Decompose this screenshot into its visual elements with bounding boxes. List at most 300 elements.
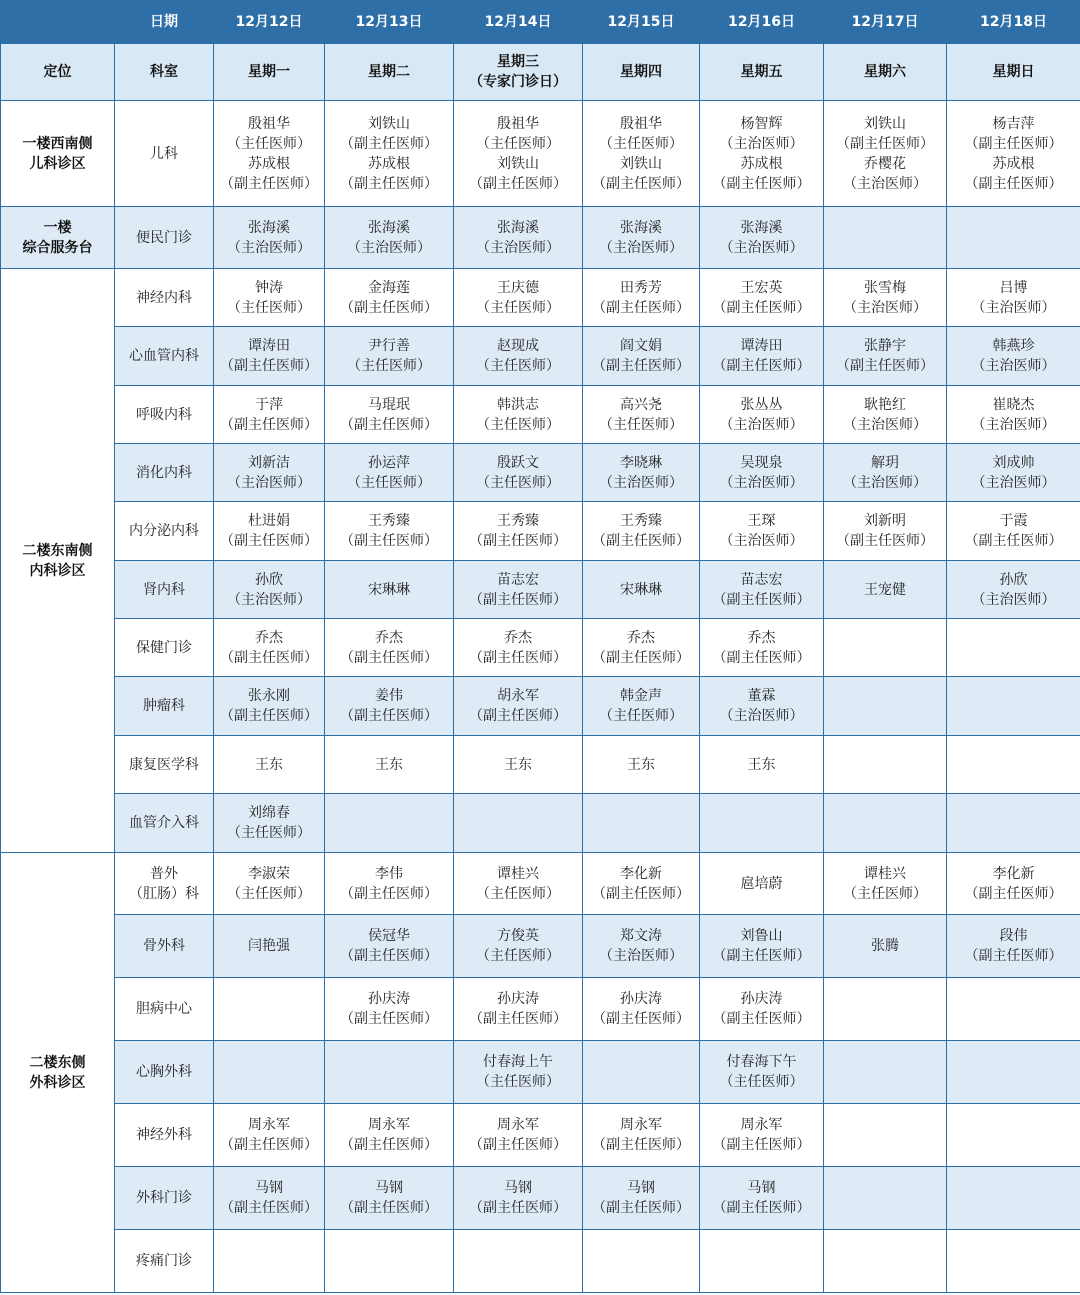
doctor-title: （副主任医师） <box>712 299 811 316</box>
doctor-title: （主任医师） <box>476 948 560 964</box>
schedule-body <box>1 101 1080 1293</box>
doctor-title: （副主任医师） <box>220 358 318 374</box>
dept-cell <box>115 978 214 1041</box>
schedule-cell <box>700 978 824 1041</box>
schedule-cell <box>947 1167 1080 1230</box>
schedule-cell <box>947 1041 1080 1104</box>
schedule-cell <box>700 1104 824 1167</box>
doctor-name: 孙庆涛 <box>740 991 783 1007</box>
weekday-col-7: 星期日 <box>947 44 1080 101</box>
schedule-cell <box>214 502 325 561</box>
schedule-cell <box>214 978 325 1041</box>
doctor-title: （主任医师） <box>227 299 311 316</box>
schedule-cell <box>824 619 947 677</box>
doctor-name: 刘成帅 <box>992 454 1035 471</box>
dept-name: 保健门诊 <box>136 639 192 656</box>
doctor-name: 崔晓杰 <box>992 396 1035 413</box>
doctor-name: 殷祖华 <box>620 115 662 132</box>
doctor-name: 王秀臻 <box>497 513 539 529</box>
doctor-title: （主治医师） <box>843 474 927 491</box>
schedule-cell <box>454 915 583 978</box>
dept-label: 科室 <box>115 44 214 101</box>
schedule-cell <box>583 853 700 915</box>
doctor-title: （副主任医师） <box>469 1011 567 1027</box>
schedule-cell <box>700 444 824 502</box>
doctor-title: （主任医师） <box>347 358 431 374</box>
doctor-name: 王东 <box>375 756 403 773</box>
doctor-title: （主任医师） <box>227 135 311 152</box>
schedule-cell <box>214 677 325 736</box>
schedule-cell <box>214 794 325 853</box>
dept-cell <box>115 853 214 915</box>
doctor-name: 王琛 <box>747 513 776 529</box>
doctor-name: 宋琳琳 <box>368 581 410 598</box>
doctor-name: 张海溪 <box>248 219 290 236</box>
dept-name: 内分泌内科 <box>129 523 199 539</box>
doctor-name: 杜进娟 <box>248 513 290 529</box>
dept-name: （肛肠）科 <box>129 885 199 902</box>
dept-name: 心胸外科 <box>136 1064 192 1080</box>
weekday-col-5: 星期五 <box>700 44 824 101</box>
schedule-cell <box>583 207 700 269</box>
schedule-cell <box>947 101 1080 207</box>
doctor-name: 钟涛 <box>255 279 283 296</box>
schedule-cell <box>700 386 824 444</box>
schedule-cell <box>454 794 583 853</box>
doctor-name: 王秀臻 <box>368 513 410 529</box>
doctor-name: 吴现泉 <box>740 454 783 471</box>
doctor-title: （副主任医师） <box>340 135 438 152</box>
zone-label: 一楼 <box>43 219 72 236</box>
doctor-title: （副主任医师） <box>220 649 318 666</box>
schedule-cell <box>325 1230 454 1293</box>
schedule-cell <box>700 736 824 794</box>
schedule-cell <box>700 677 824 736</box>
date-col-1: 12月12日 <box>214 1 325 44</box>
doctor-title: （主任医师） <box>476 299 560 316</box>
doctor-title: （副主任医师） <box>340 1137 438 1153</box>
doctor-name: 董霖 <box>747 688 776 704</box>
zone-label: 外科诊区 <box>29 1074 86 1091</box>
doctor-title: （副主任医师） <box>469 1137 567 1153</box>
schedule-cell <box>583 677 700 736</box>
schedule-cell <box>700 1230 824 1293</box>
schedule-cell <box>454 101 583 207</box>
doctor-name: 乔樱花 <box>864 155 906 172</box>
schedule-cell <box>454 1041 583 1104</box>
dept-name: 呼吸内科 <box>136 406 192 423</box>
table-row <box>1 101 1080 207</box>
doctor-name: 刘铁山 <box>620 155 662 172</box>
doctor-title: （副主任医师） <box>592 1137 690 1153</box>
doctor-name: 苏成根 <box>740 155 783 172</box>
dept-name: 康复医学科 <box>129 756 199 773</box>
schedule-cell <box>325 794 454 853</box>
schedule-cell <box>454 619 583 677</box>
doctor-title: （主治医师） <box>971 591 1056 608</box>
doctor-name: 郑文涛 <box>620 928 662 944</box>
table-row <box>1 794 1080 853</box>
doctor-name: 张海溪 <box>620 219 662 236</box>
schedule-cell <box>325 561 454 619</box>
doctor-title: （副主任医师） <box>964 533 1063 549</box>
doctor-title: （副主任医师） <box>964 885 1063 902</box>
doctor-title: （副主任医师） <box>220 1137 318 1153</box>
schedule-cell <box>325 677 454 736</box>
dept-name: 胆病中心 <box>136 1001 192 1017</box>
schedule-cell <box>325 207 454 269</box>
schedule-cell <box>824 1230 947 1293</box>
schedule-cell <box>824 1104 947 1167</box>
schedule-cell <box>583 736 700 794</box>
schedule-cell <box>325 1167 454 1230</box>
dept-name: 肿瘤科 <box>143 698 185 714</box>
doctor-title: （主治医师） <box>227 591 311 608</box>
doctor-name: 耿艳红 <box>864 396 906 413</box>
dept-cell <box>115 1167 214 1230</box>
schedule-cell <box>824 207 947 269</box>
doctor-title: （副主任医师） <box>592 299 690 316</box>
table-row <box>1 561 1080 619</box>
doctor-name: 赵现成 <box>497 338 539 354</box>
schedule-cell <box>947 915 1080 978</box>
doctor-title: （主治医师） <box>719 239 804 256</box>
doctor-name: 孙庆涛 <box>620 991 662 1007</box>
schedule-cell <box>325 386 454 444</box>
doctor-title: （主治医师） <box>476 239 560 256</box>
doctor-title: （主治医师） <box>719 533 804 549</box>
table-row <box>1 1230 1080 1293</box>
schedule-cell <box>700 1041 824 1104</box>
doctor-title: （主任医师） <box>599 416 683 433</box>
doctor-title: （主治医师） <box>843 299 927 316</box>
doctor-name: 张雪梅 <box>864 279 906 296</box>
zone-cell <box>1 853 115 1293</box>
dept-name: 神经内科 <box>136 289 192 306</box>
schedule-cell <box>824 502 947 561</box>
schedule-cell <box>947 1104 1080 1167</box>
schedule-cell <box>583 327 700 386</box>
schedule-cell <box>700 269 824 327</box>
doctor-name: 李晓琳 <box>620 454 662 471</box>
doctor-title: （主治医师） <box>227 474 311 491</box>
doctor-title: （主治医师） <box>843 175 927 192</box>
table-row <box>1 269 1080 327</box>
doctor-title: （主治医师） <box>971 299 1056 316</box>
doctor-title: （主任医师） <box>476 358 560 374</box>
doctor-title: （副主任医师） <box>712 1011 811 1027</box>
doctor-title: （主任医师） <box>476 1074 560 1090</box>
doctor-name: 谭桂兴 <box>864 865 906 882</box>
dept-name: 心血管内科 <box>129 348 199 364</box>
schedule-cell <box>947 794 1080 853</box>
schedule-cell <box>824 978 947 1041</box>
doctor-name: 乔杰 <box>255 629 283 646</box>
schedule-cell <box>947 207 1080 269</box>
doctor-title: （主任医师） <box>227 825 311 841</box>
schedule-cell <box>454 386 583 444</box>
doctor-name: 殷祖华 <box>248 115 290 132</box>
schedule-cell <box>824 1167 947 1230</box>
schedule-cell <box>700 915 824 978</box>
date-col-6: 12月17日 <box>824 1 947 44</box>
zone-label: 一楼西南侧 <box>22 135 93 152</box>
schedule-cell <box>454 1104 583 1167</box>
doctor-name: 周永军 <box>740 1117 783 1133</box>
zone-label: 综合服务台 <box>22 239 93 256</box>
doctor-title: （副主任医师） <box>712 1137 811 1153</box>
schedule-cell <box>454 978 583 1041</box>
schedule-cell <box>325 327 454 386</box>
doctor-name: 李化新 <box>992 865 1035 882</box>
doctor-name: 张永刚 <box>248 688 290 704</box>
doctor-title: （副主任医师） <box>836 135 934 152</box>
doctor-name: 韩燕珍 <box>992 338 1035 354</box>
schedule-cell <box>947 853 1080 915</box>
dept-cell <box>115 269 214 327</box>
table-row <box>1 978 1080 1041</box>
schedule-cell <box>214 269 325 327</box>
doctor-title: （副主任医师） <box>469 591 567 608</box>
doctor-name: 王东 <box>627 756 655 773</box>
doctor-title: （副主任医师） <box>340 175 438 192</box>
schedule-cell <box>325 915 454 978</box>
doctor-title: （副主任医师） <box>220 175 318 192</box>
doctor-name: 张腾 <box>871 938 899 954</box>
schedule-cell <box>583 1230 700 1293</box>
schedule-cell <box>583 1167 700 1230</box>
schedule-cell <box>700 207 824 269</box>
doctor-name: 周永军 <box>248 1117 290 1133</box>
doctor-title: （副主任医师） <box>340 1200 438 1216</box>
doctor-name: 付春海下午 <box>726 1054 797 1070</box>
doctor-name: 胡永军 <box>497 688 539 704</box>
table-row <box>1 207 1080 269</box>
table-row <box>1 915 1080 978</box>
schedule-cell <box>947 269 1080 327</box>
doctor-title: （主任医师） <box>719 1074 804 1090</box>
schedule-cell <box>583 1104 700 1167</box>
dept-cell <box>115 327 214 386</box>
doctor-name: 马钢 <box>375 1180 403 1196</box>
doctor-title: （主治医师） <box>971 358 1056 374</box>
doctor-name: 李淑荣 <box>248 865 290 882</box>
doctor-name: 李伟 <box>375 865 403 882</box>
doctor-name: 刘新洁 <box>248 454 290 471</box>
date-col-7: 12月18日 <box>947 1 1080 44</box>
doctor-name: 侯冠华 <box>368 928 410 944</box>
doctor-name: 宋琳琳 <box>620 581 662 598</box>
doctor-name: 马钢 <box>504 1180 532 1196</box>
schedule-cell <box>947 502 1080 561</box>
schedule-cell <box>325 978 454 1041</box>
doctor-title: （主治医师） <box>599 474 683 491</box>
doctor-name: 王东 <box>747 756 776 773</box>
schedule-cell <box>325 1104 454 1167</box>
doctor-title: （副主任医师） <box>220 533 318 549</box>
doctor-title: （副主任医师） <box>712 1200 811 1216</box>
doctor-name: 解玥 <box>871 454 899 471</box>
schedule-cell <box>325 444 454 502</box>
doctor-name: 苏成根 <box>368 155 410 172</box>
expert-day-note: （专家门诊日） <box>469 74 567 90</box>
schedule-cell <box>214 207 325 269</box>
corner-cell <box>1 1 115 44</box>
table-row <box>1 444 1080 502</box>
doctor-title: （副主任医师） <box>220 1200 318 1216</box>
doctor-name: 马钢 <box>627 1180 655 1196</box>
schedule-cell <box>824 269 947 327</box>
doctor-title: （副主任医师） <box>469 649 567 666</box>
doctor-name: 方俊英 <box>497 928 539 944</box>
doctor-name: 殷祖华 <box>497 115 539 132</box>
doctor-title: （副主任医师） <box>712 591 811 608</box>
schedule-cell <box>947 736 1080 794</box>
schedule-cell <box>824 444 947 502</box>
schedule-cell <box>214 1041 325 1104</box>
schedule-cell <box>454 736 583 794</box>
schedule-cell <box>214 1104 325 1167</box>
doctor-title: （主治医师） <box>599 948 683 964</box>
table-row <box>1 736 1080 794</box>
doctor-name: 周永军 <box>497 1117 539 1133</box>
zone-label: 二楼东南侧 <box>22 542 93 559</box>
weekday-col-4: 星期四 <box>583 44 700 101</box>
doctor-title: （副主任医师） <box>836 533 934 549</box>
schedule-cell <box>583 101 700 207</box>
table-row <box>1 502 1080 561</box>
table-row <box>1 1041 1080 1104</box>
schedule-cell <box>583 502 700 561</box>
table-row <box>1 619 1080 677</box>
doctor-name: 孙运萍 <box>368 454 410 471</box>
doctor-name: 孙欣 <box>999 571 1028 588</box>
doctor-title: （副主任医师） <box>340 649 438 666</box>
doctor-title: （副主任医师） <box>712 175 811 192</box>
dept-cell <box>115 561 214 619</box>
date-header-row <box>1 1 1080 44</box>
schedule-cell <box>947 1230 1080 1293</box>
schedule-cell <box>214 915 325 978</box>
doctor-title: （副主任医师） <box>340 1011 438 1027</box>
schedule-cell <box>700 502 824 561</box>
dept-cell <box>115 736 214 794</box>
schedule-cell <box>824 794 947 853</box>
doctor-title: （主任医师） <box>476 135 560 152</box>
doctor-title: （副主任医师） <box>340 885 438 902</box>
table-row <box>1 677 1080 736</box>
doctor-title: （副主任医师） <box>469 1200 567 1216</box>
schedule-cell <box>325 269 454 327</box>
schedule-cell <box>454 1230 583 1293</box>
doctor-title: （副主任医师） <box>592 358 690 374</box>
zone-cell <box>1 269 115 853</box>
doctor-title: （主治医师） <box>719 135 804 152</box>
dept-cell <box>115 1104 214 1167</box>
doctor-title: （副主任医师） <box>712 649 811 666</box>
doctor-title: （主任医师） <box>476 885 560 902</box>
doctor-name: 苗志宏 <box>497 571 539 588</box>
doctor-title: （副主任医师） <box>592 1011 690 1027</box>
schedule-cell <box>214 736 325 794</box>
doctor-title: （副主任医师） <box>592 885 690 902</box>
schedule-cell <box>214 386 325 444</box>
doctor-title: （副主任医师） <box>340 948 438 964</box>
schedule-cell <box>583 1041 700 1104</box>
schedule-cell <box>824 101 947 207</box>
doctor-name: 刘铁山 <box>497 155 539 172</box>
doctor-name: 李化新 <box>620 865 662 882</box>
doctor-name: 扈培蔚 <box>740 875 783 892</box>
schedule-cell <box>700 619 824 677</box>
schedule-cell <box>583 386 700 444</box>
doctor-name: 张海溪 <box>740 219 783 236</box>
schedule-cell <box>583 619 700 677</box>
dept-name: 普外 <box>150 865 178 882</box>
doctor-name: 苏成根 <box>248 155 290 172</box>
schedule-cell <box>454 853 583 915</box>
doctor-title: （副主任医师） <box>220 416 318 433</box>
doctor-name: 于霞 <box>999 513 1028 529</box>
date-col-4: 12月15日 <box>583 1 700 44</box>
schedule-cell <box>947 327 1080 386</box>
schedule-cell <box>583 561 700 619</box>
weekday-header-row <box>1 44 1080 101</box>
schedule-cell <box>583 915 700 978</box>
schedule-cell <box>700 794 824 853</box>
doctor-name: 刘铁山 <box>864 115 906 132</box>
doctor-name: 杨智辉 <box>740 115 783 132</box>
doctor-name: 刘新明 <box>864 513 906 529</box>
dept-cell <box>115 1230 214 1293</box>
schedule-cell <box>214 1167 325 1230</box>
doctor-name: 田秀芳 <box>620 279 662 296</box>
schedule-cell <box>325 502 454 561</box>
schedule-cell <box>454 1167 583 1230</box>
doctor-name: 金海莲 <box>368 279 410 296</box>
schedule-cell <box>325 619 454 677</box>
schedule-cell <box>454 677 583 736</box>
doctor-title: （副主任医师） <box>712 948 811 964</box>
dept-cell <box>115 444 214 502</box>
doctor-title: （主任医师） <box>599 135 683 152</box>
doctor-name: 苗志宏 <box>740 571 783 588</box>
weekday-col-6: 星期六 <box>824 44 947 101</box>
dept-cell <box>115 915 214 978</box>
weekday-col-1: 星期一 <box>214 44 325 101</box>
table-row <box>1 853 1080 915</box>
doctor-title: （主任医师） <box>476 416 560 433</box>
doctor-name: 尹行善 <box>368 338 410 354</box>
schedule-cell <box>947 978 1080 1041</box>
doctor-name: 乔杰 <box>747 629 776 646</box>
schedule-cell <box>325 101 454 207</box>
doctor-name: 刘铁山 <box>368 115 410 132</box>
doctor-name: 张海溪 <box>368 219 410 236</box>
doctor-name: 殷跃文 <box>497 454 539 471</box>
schedule-cell <box>583 444 700 502</box>
doctor-name: 苏成根 <box>992 155 1035 172</box>
schedule-cell <box>947 677 1080 736</box>
doctor-title: （副主任医师） <box>592 175 690 192</box>
dept-name: 外科门诊 <box>136 1190 192 1206</box>
doctor-title: （副主任医师） <box>469 708 567 724</box>
schedule-cell <box>214 327 325 386</box>
dept-cell <box>115 619 214 677</box>
weekday-label: 星期三 <box>497 54 539 70</box>
schedule-cell <box>824 386 947 444</box>
schedule-cell <box>700 1167 824 1230</box>
